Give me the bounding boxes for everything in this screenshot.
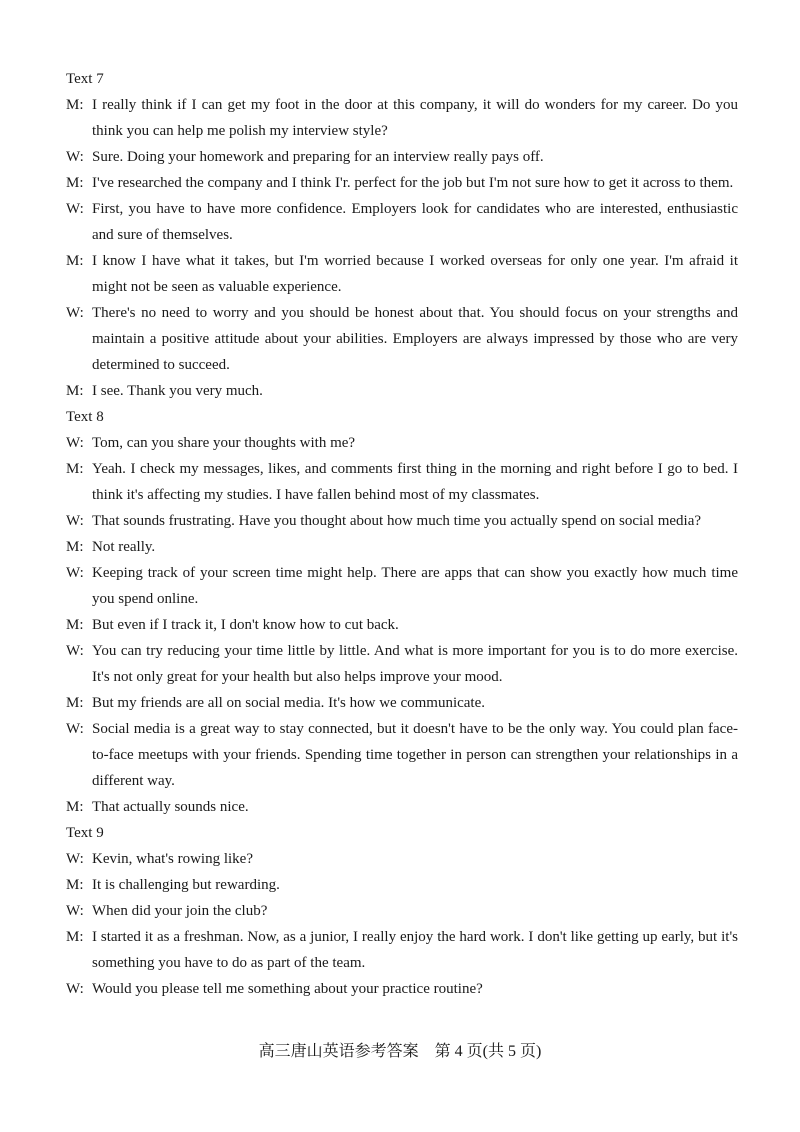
dialogue-line — [66, 144, 738, 170]
section-text-7 — [66, 66, 738, 404]
section-title: Text 9 — [66, 825, 104, 841]
dialogue-line — [66, 430, 738, 456]
dialogue-line — [66, 92, 738, 144]
dialogue-text: When did your join the club? — [92, 903, 268, 919]
speaker-label: M: — [66, 929, 84, 945]
speaker-label: M: — [66, 253, 84, 269]
speaker-label: M: — [66, 175, 84, 191]
dialogue-text: But even if I track it, I don't know how to cut back. — [92, 617, 399, 633]
speaker-label: M: — [66, 539, 84, 555]
dialogue-line — [66, 846, 738, 872]
dialogue-line — [66, 612, 738, 638]
section-title: Text 8 — [66, 409, 104, 425]
dialogue-text: Yeah. I check my messages, likes, and comments first thing in the morning and right before I go to bed. I think it's affecting my studies. I have fallen behind most of my classmates. — [92, 461, 738, 503]
dialogue-line — [66, 300, 738, 378]
dialogue-text: There's no need to worry and you should be honest about that. You should focus on your strengths and maintain a positive attitude about your abilities. Employers are always impressed by those who are very determined to succeed. — [92, 305, 738, 373]
dialogue-line — [66, 534, 738, 560]
speaker-label: W: — [66, 643, 84, 659]
speaker-label: M: — [66, 695, 84, 711]
dialogue-text: It is challenging but rewarding. — [92, 877, 280, 893]
speaker-label: W: — [66, 201, 84, 217]
speaker-label: M: — [66, 799, 84, 815]
dialogue-line — [66, 508, 738, 534]
speaker-label: W: — [66, 435, 84, 451]
dialogue-text: Sure. Doing your homework and preparing for an interview really pays off. — [92, 149, 544, 165]
speaker-label: W: — [66, 513, 84, 529]
dialogue-line — [66, 872, 738, 898]
dialogue-text: Tom, can you share your thoughts with me? — [92, 435, 356, 451]
dialogue-line — [66, 638, 738, 690]
dialogue-text: That sounds frustrating. Have you thought about how much time you actually spend on social media? — [92, 513, 702, 529]
speaker-label: W: — [66, 565, 84, 581]
dialogue-line — [66, 170, 738, 196]
dialogue-text: But my friends are all on social media. It's how we communicate. — [92, 695, 486, 711]
dialogue-line — [66, 898, 738, 924]
speaker-label: M: — [66, 877, 84, 893]
dialogue-line — [66, 716, 738, 794]
dialogue-line — [66, 378, 738, 404]
speaker-label: M: — [66, 617, 84, 633]
section-text-9 — [66, 820, 738, 1002]
dialogue-line — [66, 690, 738, 716]
speaker-label: W: — [66, 721, 84, 737]
dialogue-text: Keeping track of your screen time might help. There are apps that can show you exactly how much time you spend online. — [92, 565, 738, 607]
dialogue-text: You can try reducing your time little by little. And what is more important for you is to do more exercise. It's not only great for your health but also helps improve your mood. — [92, 643, 738, 685]
dialogue-line — [66, 456, 738, 508]
speaker-label: W: — [66, 903, 84, 919]
dialogue-text: Would you please tell me something about your practice routine? — [92, 981, 483, 997]
speaker-label: W: — [66, 851, 84, 867]
dialogue-text: That actually sounds nice. — [92, 799, 249, 815]
dialogue-text: I see. Thank you very much. — [92, 383, 263, 399]
dialogue-line — [66, 560, 738, 612]
dialogue-text: I know I have what it takes, but I'm worried because I worked overseas for only one year. I'm afraid it might not be seen as valuable experience. — [92, 253, 738, 295]
transcript — [66, 66, 738, 1002]
speaker-label: M: — [66, 383, 84, 399]
speaker-label: W: — [66, 981, 84, 997]
dialogue-text: I started it as a freshman. Now, as a junior, I really enjoy the hard work. I don't like getting up early, but it's something you have to do as part of the team. — [92, 929, 738, 971]
dialogue-text: I really think if I can get my foot in the door at this company, it will do wonders for my career. Do you think you can help me polish my interview style? — [92, 97, 738, 139]
speaker-label: W: — [66, 149, 84, 165]
speaker-label: M: — [66, 97, 84, 113]
section-title: Text 7 — [66, 71, 104, 87]
dialogue-line — [66, 924, 738, 976]
dialogue-text: I've researched the company and I think I'r. perfect for the job but I'm not sure how to get it across to them. — [92, 175, 734, 191]
speaker-label: M: — [66, 461, 84, 477]
section-text-8 — [66, 404, 738, 820]
dialogue-line — [66, 248, 738, 300]
dialogue-line — [66, 196, 738, 248]
dialogue-line — [66, 976, 738, 1002]
dialogue-text: Not really. — [92, 539, 156, 555]
dialogue-text: Social media is a great way to stay connected, but it doesn't have to be the only way. You could plan face-to-face meetups with your friends. Spending time together in person can strengthen your relationships in a different way. — [92, 721, 738, 789]
dialogue-text: First, you have to have more confidence. Employers look for candidates who are interested, enthusiastic and sure of themselves. — [92, 201, 738, 243]
speaker-label: W: — [66, 305, 84, 321]
dialogue-line — [66, 794, 738, 820]
page-footer: 高三唐山英语参考答案 第 4 页(共 5 页) — [258, 1043, 542, 1060]
dialogue-text: Kevin, what's rowing like? — [92, 851, 254, 867]
